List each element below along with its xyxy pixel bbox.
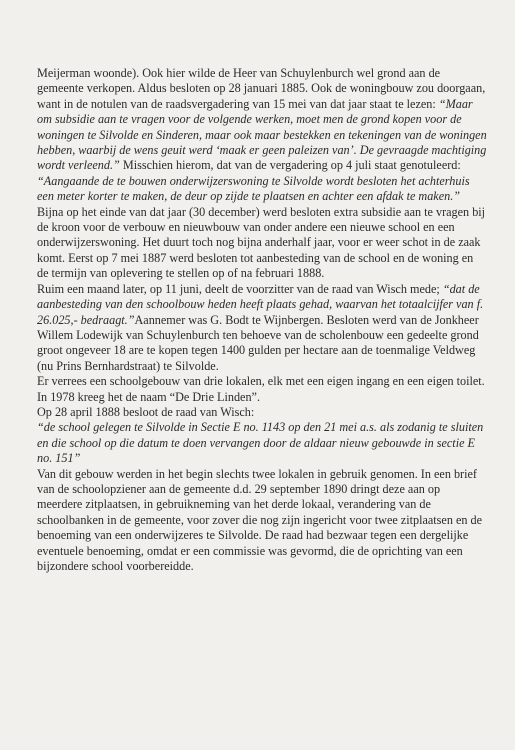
quoted-text: “de school gelegen te Silvolde in Sectie E no. 1143 op den 21 mei a.s. als zodanig te sluiten en die school op die datum te doen vervangen door de aldaar nieuw gebouwde in sectie E no. 151” — [37, 420, 484, 466]
paragraph — [37, 405, 487, 420]
body-text-segment: Bijna op het einde van dat jaar (30 december) werd besloten extra subsidie aan te vragen bij de kroon voor de verbouw en nieuwbouw van onder andere een nieuwe school en een onderwijzerswoning. Het duurt toch nog bijna anderhalf jaar, voor er weer schot in de zaak komt. Eerst op 7 mei 1887 werd besloten tot aanbesteding van de school en de woning en de termijn van oplevering te stellen op of na februari 1888. — [37, 204, 486, 281]
paragraph — [37, 282, 487, 374]
body-text-segment: Op 28 april 1888 besloot de raad van Wisch: — [37, 404, 255, 419]
quoted-text: “Aangaande de te bouwen onderwijzerswoning te Silvolde wordt besloten het achterhuis een meter korter te maken, de deur op zijde te plaatsen en achter een afdak te maken.” — [37, 173, 470, 204]
paragraph — [37, 420, 487, 466]
paragraph — [37, 374, 487, 405]
quoted-text: “Maar om subsidie aan te vragen voor de volgende werken, moet men de grond kopen voor de woningen te Silvolde en Sinderen, maar ook maar bestekken en tekeningen van de woningen hebben, waarbij de wens geuit werd ‘maak er geen paleizen van’. De gevraagde machtiging wordt verleend.” — [37, 96, 487, 173]
body-text-segment: Misschien hierom, dat van de vergadering op 4 juli staat genotuleerd: — [119, 158, 461, 173]
body-text-segment: Ruim een maand later, op 11 juni, deelt de voorzitter van de raad van Wisch mede; — [37, 281, 443, 296]
body-text-segment: Aannemer was G. Bodt te Wijnbergen. Besloten werd van de Jonkheer Willem Lodewijk van Schuylenburch ten behoeve van de scholenbouw een gedeelte grond groot ongeveer 18 are te kopen tegen 1400 gulden per hectare aan de toenmalige Veldweg (nu Prins Bernhardstraat) te Silvolde. — [37, 312, 479, 373]
body-text-segment: Er verrees een schoolgebouw van drie lokalen, elk met een eigen ingang en een eigen toilet. In 1978 kreeg het de naam “De Drie Linden”. — [37, 374, 485, 404]
body-text-segment: Meijerman woonde). Ook hier wilde de Heer van Schuylenburch wel grond aan de gemeente verkopen. Aldus besloten op 28 januari 1885. Ook de woningbouw zou doorgaan, want in de notulen van de raadsvergadering van 15 mei van dat jaar staat te lezen: — [37, 66, 486, 111]
quoted-text: “dat de aanbesteding van den schoolbouw heden heeft plaats gehad, waarvan het totaalcijfer van f. 26.025,- bedraagt.” — [37, 281, 484, 327]
paragraph — [37, 467, 487, 575]
body-text — [37, 66, 487, 574]
paragraph — [37, 66, 487, 282]
body-text-segment: Van dit gebouw werden in het begin slechts twee lokalen in gebruik genomen. In een brief van de schoolopziener aan de gemeente d.d. 29 september 1890 dringt deze aan op meerdere zitplaatsen, in gebruikneming van het derde lokaal, verandering van de schoolbanken in de gemeente, voor zover die nog zijn ingericht voor twee zitplaatsen en de benoeming van een onderwijzeres te Silvolde. De raad had bezwaar tegen een dergelijke eventuele benoeming, omdat er een commissie was gevormd, die de oprichting van een bijzondere school voorbereidde. — [37, 466, 483, 573]
